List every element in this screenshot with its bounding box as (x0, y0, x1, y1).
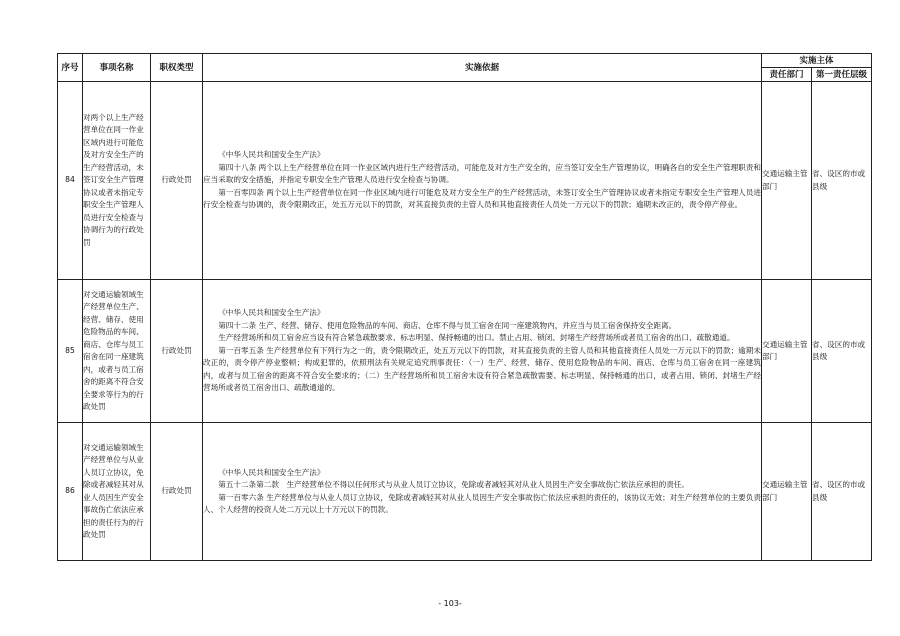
row-basis (203, 82, 762, 280)
basis-paragraph: 《中华人民共和国安全生产法》 (218, 308, 325, 318)
page-number: - 103- (438, 599, 462, 608)
basis-paragraph: 第一百零四条 两个以上生产经营单位在同一作业区域内进行可能危及对方安全生产的生产经营活动，未签订安全生产管理协议或者未指定专职安全生产管理人员进行安全检查与协调的，责令限期改正，处五万元以下的罚款，对其直接负责的主管人员和其他直接责任人员处一万元以下的罚款；逾期未改正的，责令停产停业。 (203, 187, 761, 210)
basis-paragraph: 《中华人民共和国安全生产法》 (218, 467, 325, 477)
row-level: 省、设区的市或县级 (812, 280, 872, 423)
header-power-type: 职权类型 (151, 54, 203, 82)
header-dept: 责任部门 (762, 68, 812, 82)
header-level: 第一责任层级 (812, 68, 872, 82)
row-dept: 交通运输主管部门 (762, 280, 812, 423)
basis-paragraph: 第四十二条 生产、经营、储存、使用危险物品的车间、商店、仓库不得与员工宿舍在同一座建筑物内，并应当与员工宿舍保持安全距离。 (218, 320, 677, 330)
row-no: 86 (58, 423, 83, 561)
row-basis (203, 423, 762, 561)
basis-paragraph: 第一百零六条 生产经营单位与从业人员订立协议，免除或者减轻其对从业人员因生产安全事故伤亡依法应承担的责任的，该协议无效；对生产经营单位的主要负责人、个人经营的投资人处二万元以上十万元以下的罚款。 (203, 492, 761, 514)
table-row (58, 280, 872, 423)
row-power-type: 行政处罚 (151, 82, 203, 280)
table-row (58, 423, 872, 561)
basis-paragraph: 第四十八条 两个以上生产经营单位在同一作业区域内进行生产经营活动，可能危及对方生产安全的，应当签订安全生产管理协议，明确各自的安全生产管理职责和应当采取的安全措施，并指定专职安全生产管理人员进行安全检查与协调。 (203, 162, 761, 185)
row-name: 对交通运输领域生产经营单位生产、经营、储存、使用危险物品的车间、商店、仓库与员工宿舍在同一座建筑内，或者与员工宿舍的距离不符合安全要求等行为的行政处罚 (83, 280, 151, 423)
basis-paragraph: 第五十二条第二款 生产经营单位不得以任何形式与从业人员订立协议，免除或者减轻其对从业人员因生产安全事故伤亡依法应承担的责任。 (218, 480, 689, 489)
row-no: 85 (58, 280, 83, 423)
row-level: 省、设区的市或县级 (812, 423, 872, 561)
header-no: 序号 (58, 54, 83, 82)
row-dept: 交通运输主管部门 (762, 82, 812, 280)
table-row (58, 82, 872, 280)
header-subject: 实施主体 (762, 54, 872, 68)
basis-paragraph: 《中华人民共和国安全生产法》 (218, 150, 325, 160)
row-name: 对交通运输领域生产经营单位与从业人员订立协议，免除或者减轻其对从业人员因生产安全事故伤亡依法应承担的责任行为的行政处罚 (83, 423, 151, 561)
row-no: 84 (58, 82, 83, 280)
row-power-type: 行政处罚 (151, 280, 203, 423)
header-name: 事项名称 (83, 54, 151, 82)
basis-paragraph: 第一百零五条 生产经营单位有下列行为之一的，责令限期改正，处五万元以下的罚款，对其直接负责的主管人员和其他直接责任人员处一万元以下的罚款；逾期未改正的，责令停产停业整顿；构成犯罪的，依照刑法有关规定追究刑事责任：（一）生产、经营、储存、使用危险物品的车间、商店、仓库与员工宿舍在同一座建筑内，或者与员工宿舍的距离不符合安全要求的；（二）生产经营场所和员工宿舍未设有符合紧急疏散需要、标志明显、保持畅通的出口，或者占用、锁闭、封堵生产经营场所或者员工宿舍出口、疏散通道的。 (203, 345, 761, 393)
item-table (57, 53, 872, 561)
basis-paragraph: 生产经营场所和员工宿舍应当设有符合紧急疏散要求、标志明显、保持畅通的出口。禁止占用、锁闭、封堵生产经营场所或者员工宿舍的出口、疏散通道。 (218, 333, 735, 343)
header-basis: 实施依据 (203, 54, 762, 82)
row-basis (203, 280, 762, 423)
row-name: 对两个以上生产经营单位在同一作业区域内进行可能危及对方安全生产的生产经营活动，未签订安全生产管理协议或者未指定专职安全生产管理人员进行安全检查与协调行为的行政处罚 (83, 82, 151, 280)
row-power-type: 行政处罚 (151, 423, 203, 561)
row-dept: 交通运输主管部门 (762, 423, 812, 561)
row-level: 省、设区的市或县级 (812, 82, 872, 280)
